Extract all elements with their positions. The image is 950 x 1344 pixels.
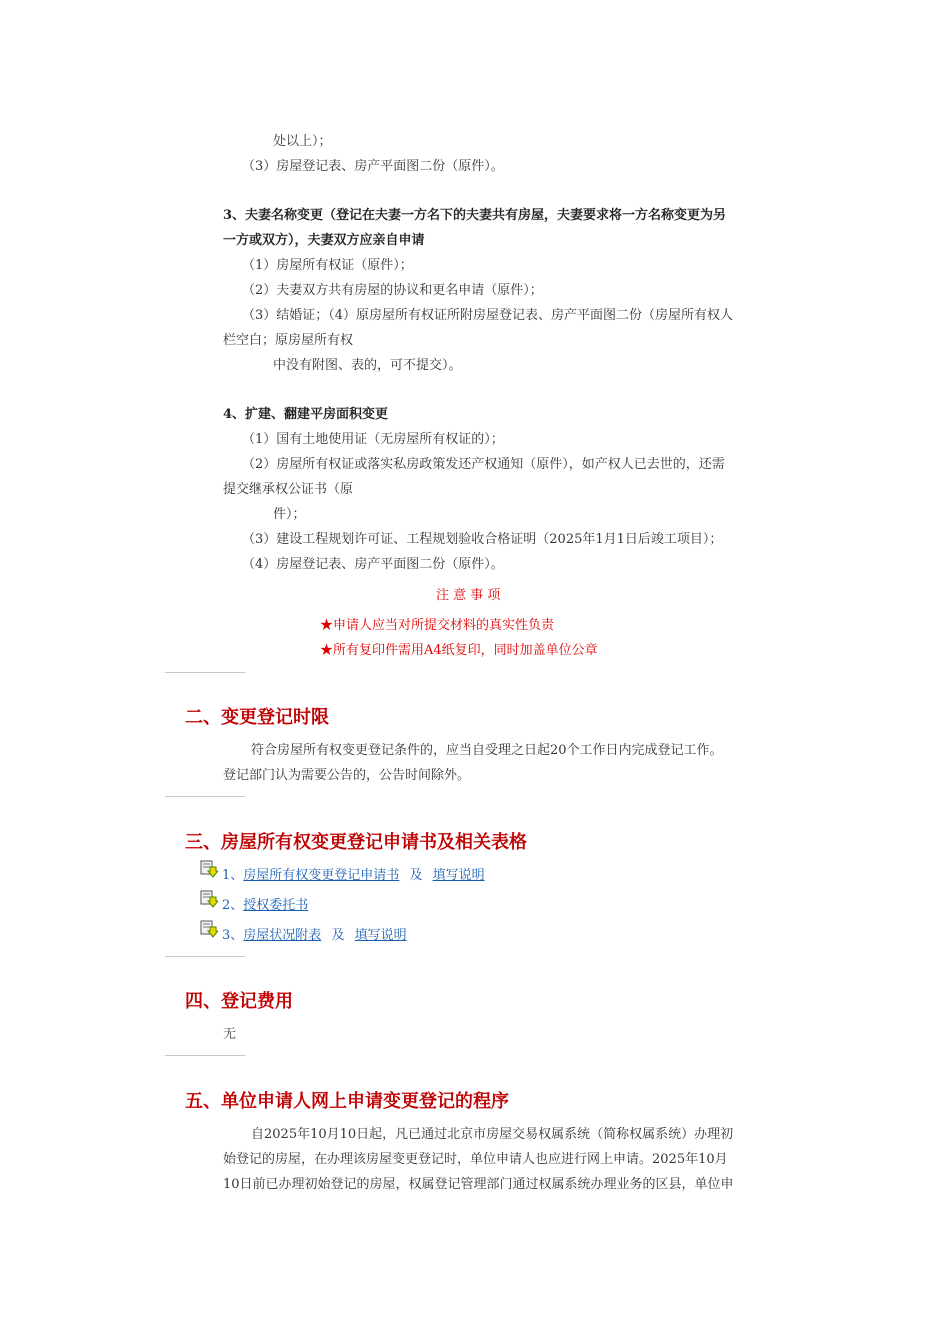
list-line: （3）建设工程规划许可证、工程规划验收合格证明（2025年1月1日后竣工项目）； [242, 532, 723, 547]
list-line: （2）房屋所有权证或落实私房政策发还产权通知（原件），如产权人已去世的，还需 [242, 457, 725, 472]
paragraph-line: 始登记的房屋，在办理该房屋变更登记时，单位申请人也应进行网上申请。2025年10月 [223, 1152, 728, 1167]
section-divider [165, 956, 245, 957]
and-separator: 及 [409, 868, 423, 883]
item-3-title: 一方或双方），夫妻双方应亲自申请 [223, 233, 425, 248]
section-heading: 三、房屋所有权变更登记申请书及相关表格 [185, 832, 527, 853]
item-number: 3、 [222, 928, 244, 943]
list-line: 栏空白；原房屋所有权 [223, 333, 354, 348]
list-line: （2）夫妻双方共有房屋的协议和更名申请（原件）； [242, 283, 543, 298]
item-number: 1、 [222, 868, 244, 883]
and-separator: 及 [331, 928, 345, 943]
list-line: 处以上）； [273, 134, 332, 149]
list-line: （4）房屋登记表、房产平面图二份（原件）。 [242, 557, 504, 572]
section-divider [165, 672, 245, 673]
download-arrow-icon[interactable] [200, 920, 218, 938]
item-4-title: 4、扩建、翻建平房面积变更 [223, 407, 389, 422]
list-line: （3）结婚证；（4）原房屋所有权证所附房屋登记表、房产平面图二份（房屋所有权人 [242, 308, 734, 323]
application-form-link[interactable]: 房屋所有权变更登记申请书 [243, 868, 400, 883]
notice-title: 注 意 事 项 [436, 588, 501, 603]
list-line: （1）房屋所有权证（原件）； [242, 258, 413, 273]
fee-text: 无 [223, 1027, 237, 1042]
section-heading: 四、登记费用 [185, 991, 293, 1012]
property-schedule-link[interactable]: 房屋状况附表 [243, 928, 322, 943]
section-divider [165, 1055, 245, 1056]
paragraph-line: 10日前已办理初始登记的房屋，权属登记管理部门通过权属系统办理业务的区县，单位申 [223, 1177, 734, 1192]
item-3-title: 3、夫妻名称变更（登记在夫妻一方名下的夫妻共有房屋，夫妻要求将一方名称变更为另 [223, 208, 727, 223]
item-number: 2、 [222, 898, 244, 913]
paragraph-line: 符合房屋所有权变更登记条件的，应当自受理之日起20个工作日内完成登记工作。 [251, 743, 723, 758]
paragraph-line: 登记部门认为需要公告的，公告时间除外。 [223, 768, 471, 783]
power-of-attorney-link[interactable]: 授权委托书 [243, 898, 309, 913]
instructions-link[interactable]: 填写说明 [432, 868, 485, 883]
download-arrow-icon[interactable] [200, 890, 218, 908]
section-divider [165, 796, 245, 797]
notice-item: ★申请人应当对所提交材料的真实性负责 [320, 618, 555, 633]
list-line: 提交继承权公证书（原 [223, 482, 354, 497]
list-line: 中没有附图、表的，可不提交）。 [273, 358, 462, 373]
list-line: 件）； [273, 507, 306, 522]
section-heading: 二、变更登记时限 [185, 707, 329, 728]
list-line: （3）房屋登记表、房产平面图二份（原件）。 [242, 159, 504, 174]
notice-item: ★所有复印件需用A4纸复印，同时加盖单位公章 [320, 643, 598, 658]
download-arrow-icon[interactable] [200, 860, 218, 878]
paragraph-line: 自2025年10月10日起，凡已通过北京市房屋交易权属系统（简称权属系统）办理初 [251, 1127, 734, 1142]
instructions-link[interactable]: 填写说明 [354, 928, 407, 943]
section-heading: 五、单位申请人网上申请变更登记的程序 [185, 1091, 509, 1112]
list-line: （1）国有土地使用证（无房屋所有权证的）； [242, 432, 504, 447]
